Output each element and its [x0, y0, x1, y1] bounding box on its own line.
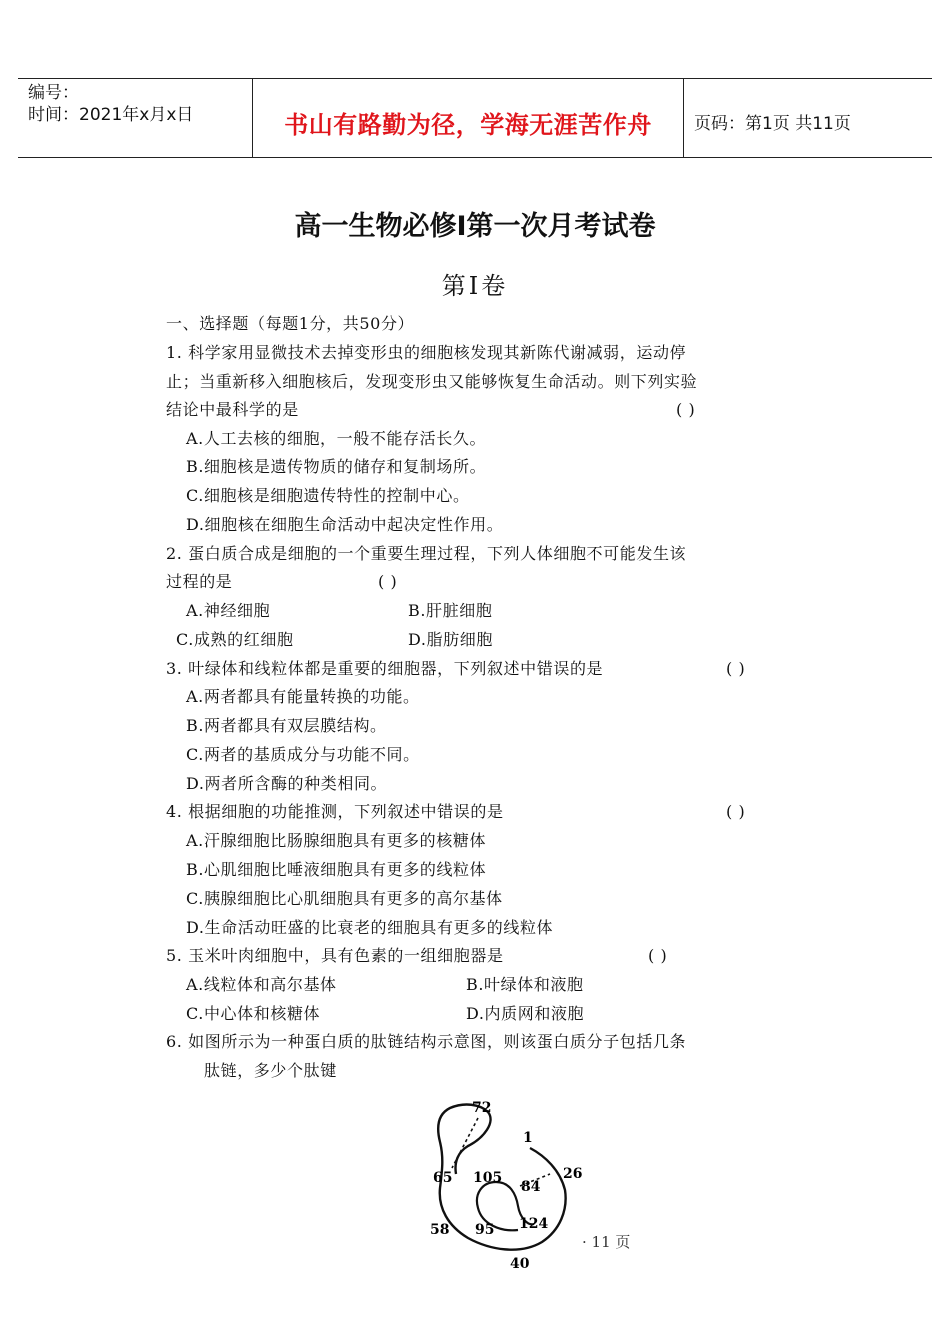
q3-line1: 3. 叶绿体和线粒体都是重要的细胞器，下列叙述中错误的是 [166, 659, 604, 678]
label-26: 26 [563, 1166, 583, 1182]
q4-option-c: C.胰腺细胞比心肌细胞具有更多的高尔基体 [186, 889, 503, 908]
q4-line1: 4. 根据细胞的功能推测，下列叙述中错误的是 [166, 802, 504, 821]
q4-option-a: A.汗腺细胞比肠腺细胞具有更多的核糖体 [186, 831, 487, 850]
label-1: 1 [523, 1130, 533, 1146]
label-40: 40 [510, 1256, 530, 1272]
q6-line1: 6. 如图所示为一种蛋白质的肽链结构示意图，则该蛋白质分子包括几条 [166, 1032, 687, 1051]
document-header [18, 78, 932, 158]
q4-option-d: D.生命活动旺盛的比衰老的细胞具有更多的线粒体 [186, 918, 554, 937]
motto: 书山有路勤为径，学海无涯苦作舟 [284, 111, 652, 139]
q1-option-d: D.细胞核在细胞生命活动中起决定性作用。 [186, 515, 504, 534]
q1-line3: 结论中最科学的是 [166, 400, 299, 419]
q2-option-d: D.脂肪细胞 [408, 630, 493, 649]
q3-option-b: B.两者都具有双层膜结构。 [186, 716, 387, 735]
label-124: 124 [519, 1216, 549, 1232]
q3-option-d: D.两者所含酶的种类相同。 [186, 774, 388, 793]
q6-line2: 肽链，多少个肽键 [204, 1061, 337, 1080]
q1-line1: 1. 科学家用显微技术去掉变形虫的细胞核发现其新陈代谢减弱，运动停 [166, 343, 687, 362]
q5-line1: 5. 玉米叶肉细胞中，具有色素的一组细胞器是 [166, 946, 504, 965]
section-heading: 一、选择题（每题1分，共50分） [166, 314, 415, 333]
label-72: 72 [472, 1100, 492, 1116]
q2-option-b: B.肝脏细胞 [408, 601, 493, 620]
number-label: 编号： [28, 83, 79, 103]
page-code: 页码：第1页 共11页 [694, 114, 851, 134]
header-right-cell [682, 79, 932, 157]
label-65: 65 [433, 1170, 453, 1186]
header-left-cell [18, 79, 252, 157]
label-105: 105 [473, 1170, 503, 1186]
label-58: 58 [430, 1222, 450, 1238]
header-middle-cell [252, 79, 684, 157]
page-footer: · 11 页 [582, 1233, 631, 1251]
q5-option-d: D.内质网和液胞 [466, 1004, 585, 1023]
time-label: 时间：2021年x月x日 [28, 105, 194, 125]
q1-line2: 止；当重新移入细胞核后，发现变形虫又能够恢复生命活动。则下列实验 [166, 372, 698, 391]
q2-line2: 过程的是 [166, 572, 233, 591]
q1-option-b: B.细胞核是遗传物质的储存和复制场所。 [186, 457, 487, 476]
q5-bracket: ( ) [648, 946, 668, 965]
q2-line1: 2. 蛋白质合成是细胞的一个重要生理过程，下列人体细胞不可能发生该 [166, 544, 687, 563]
exam-title: 高一生物必修Ⅰ第一次月考试卷 [294, 211, 656, 242]
q1-bracket: ( ) [676, 400, 696, 419]
q2-option-a: A.神经细胞 [186, 601, 271, 620]
exam-subtitle: 第Ⅰ卷 [441, 272, 509, 300]
q5-option-a: A.线粒体和高尔基体 [186, 975, 337, 994]
q1-option-a: A.人工去核的细胞，一般不能存活长久。 [186, 429, 487, 448]
q2-bracket: ( ) [378, 572, 398, 591]
q1-option-c: C.细胞核是细胞遗传特性的控制中心。 [186, 486, 470, 505]
label-95: 95 [475, 1222, 495, 1238]
label-84: 84 [521, 1179, 541, 1195]
q5-option-b: B.叶绿体和液胞 [466, 975, 584, 994]
q3-option-a: A.两者都具有能量转换的功能。 [186, 687, 420, 706]
q3-option-c: C.两者的基质成分与功能不同。 [186, 745, 420, 764]
q2-option-c: C.成熟的红细胞 [176, 630, 294, 649]
q4-option-b: B.心肌细胞比唾液细胞具有更多的线粒体 [186, 860, 487, 879]
q5-option-c: C.中心体和核糖体 [186, 1004, 321, 1023]
q4-bracket: ( ) [726, 802, 746, 821]
peptide-chain-diagram [420, 1090, 600, 1272]
q3-bracket: ( ) [726, 659, 746, 678]
